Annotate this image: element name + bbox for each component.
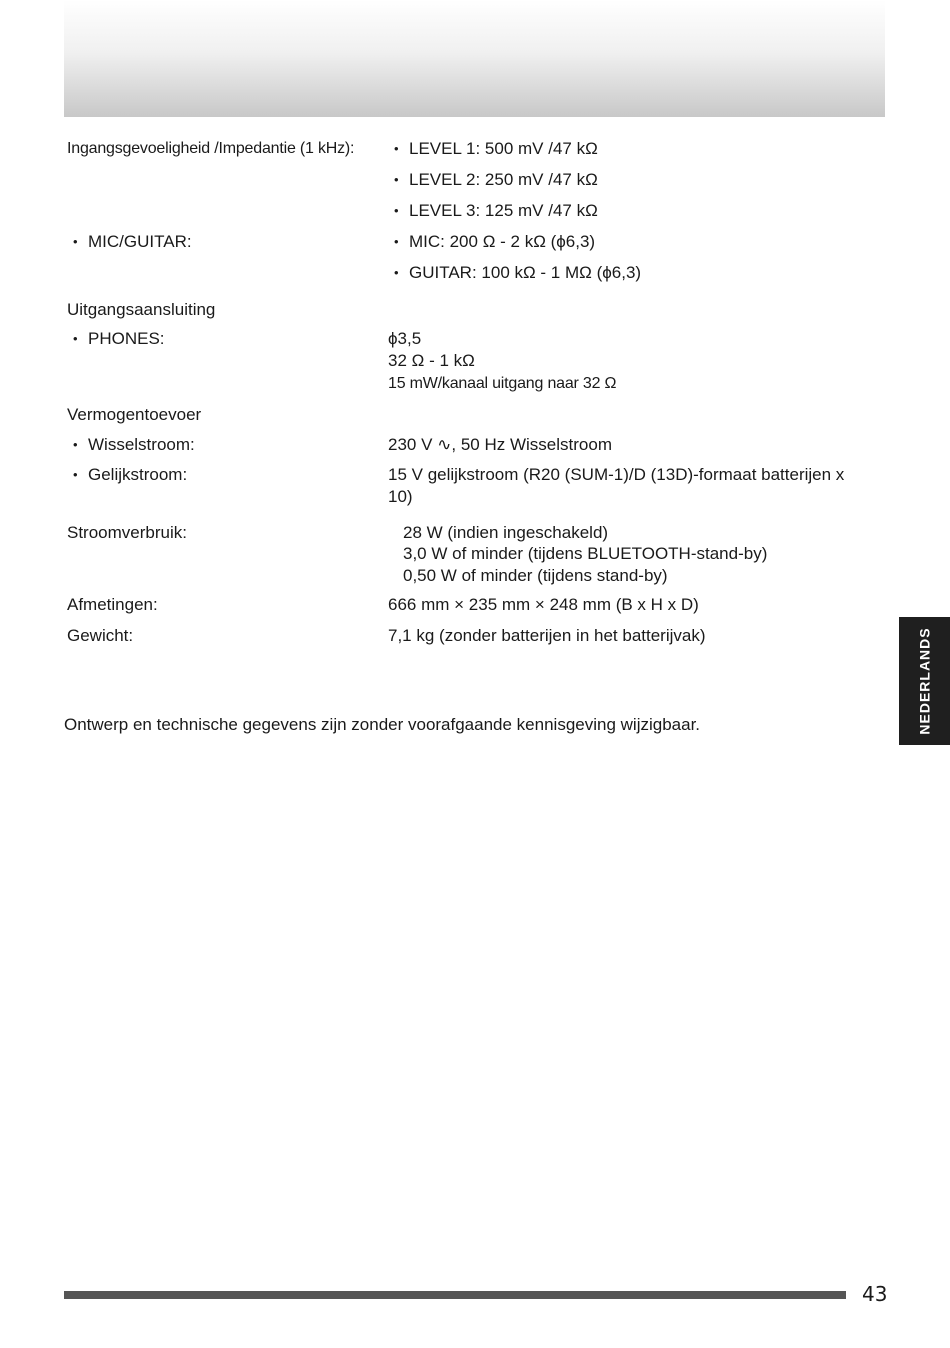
power-supply-heading: Vermogentoevoer	[67, 405, 202, 424]
output-heading: Uitgangsaansluiting	[67, 300, 216, 319]
mic-guitar-label: • MIC/GUITAR:	[88, 231, 192, 253]
phones-label: • PHONES:	[88, 328, 165, 350]
consumption-standby: 0,50 W of minder (tijdens stand-by)	[403, 566, 668, 585]
language-tab-label: NEDERLANDS	[916, 627, 933, 735]
dimensions-label: Afmetingen:	[67, 595, 158, 614]
consumption-bluetooth: 3,0 W of minder (tijdens BLUETOOTH-stand-by)	[403, 544, 768, 563]
footer-bar	[64, 1291, 846, 1299]
language-tab	[899, 617, 950, 745]
mic-value: • MIC: 200 Ω - 2 kΩ (ϕ6,3)	[409, 231, 595, 253]
level3-value: • LEVEL 3: 125 mV /47 kΩ	[409, 200, 598, 222]
consumption-on: 28 W (indien ingeschakeld)	[403, 523, 609, 542]
consumption-label: Stroomverbruik:	[67, 523, 187, 542]
page-number: 43	[862, 1282, 888, 1306]
input-sensitivity-label: Ingangsgevoeligheid /Impedantie (1 kHz):	[67, 140, 355, 157]
ac-value: 230 V ∿, 50 Hz Wisselstroom	[388, 435, 612, 454]
level1-value: • LEVEL 1: 500 mV /47 kΩ	[409, 138, 598, 160]
header-band	[64, 0, 885, 117]
ac-label: • Wisselstroom:	[88, 434, 195, 456]
change-notice: Ontwerp en technische gegevens zijn zonder voorafgaande kennisgeving wijzigbaar.	[64, 715, 701, 734]
phones-impedance: 32 Ω - 1 kΩ	[388, 351, 475, 370]
dc-value-line2: 10)	[388, 487, 413, 506]
guitar-value: • GUITAR: 100 kΩ - 1 MΩ (ϕ6,3)	[409, 262, 641, 284]
dc-label: • Gelijkstroom:	[88, 464, 187, 486]
phones-jack: ϕ3,5	[388, 329, 422, 348]
phones-output: 15 mW/kanaal uitgang naar 32 Ω	[388, 375, 617, 392]
weight-label: Gewicht:	[67, 626, 134, 645]
dc-value-line1: 15 V gelijkstroom (R20 (SUM-1)/D (13D)-formaat batterijen x	[388, 465, 845, 484]
level2-value: • LEVEL 2: 250 mV /47 kΩ	[409, 169, 598, 191]
weight-value: 7,1 kg (zonder batterijen in het batterijvak)	[388, 626, 706, 645]
dimensions-value: 666 mm × 235 mm × 248 mm (B x H x D)	[388, 595, 699, 614]
